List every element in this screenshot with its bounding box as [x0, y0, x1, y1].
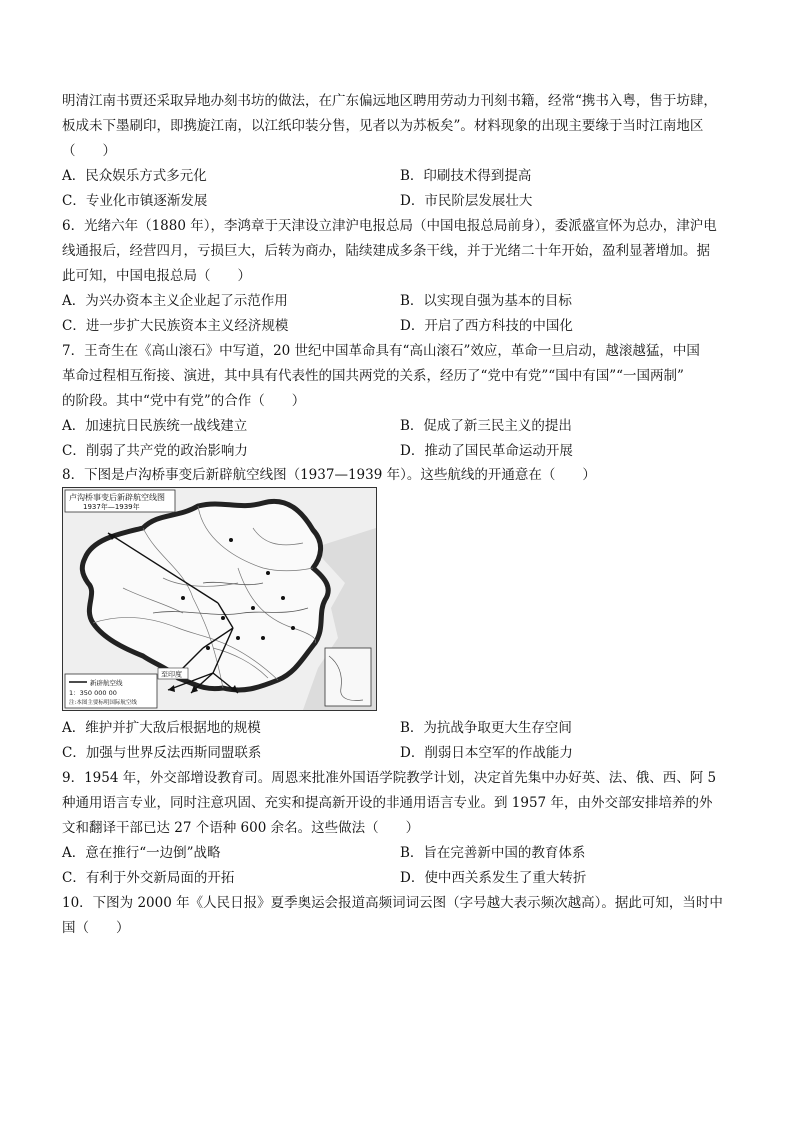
legend-route-label: 新辟航空线 — [90, 679, 123, 687]
q5-line-1: 明清江南书贾还采取异地办刻书坊的做法，在广东偏远地区聘用劳动力刊刻书籍，经常“携书入粤，售于坊肆， — [62, 93, 717, 109]
q7-line-3: 的阶段。其中“党中有党”的合作（ ） — [62, 393, 306, 409]
q8-option-a[interactable]: A．维护并扩大敌后根据地的规模 — [62, 720, 261, 736]
q6-line-3: 此可知，中国电报总局（ ） — [62, 268, 251, 284]
q6-option-b[interactable]: B．以实现自强为基本的目标 — [400, 293, 572, 309]
q7-option-c[interactable]: C．削弱了共产党的政治影响力 — [62, 443, 248, 459]
q5-line-3: （ ） — [62, 143, 116, 159]
q8-option-d[interactable]: D．削弱日本空军的作战能力 — [400, 745, 573, 761]
q5-option-a[interactable]: A．民众娱乐方式多元化 — [62, 168, 207, 184]
q6-line-1: 6．光绪六年（1880 年），李鸿章于天津设立津沪电报总局（中国电报总局前身），委派盛宣怀为总办，津沪电 — [62, 218, 717, 234]
q7-option-a[interactable]: A．加速抗日民族统一战线建立 — [62, 418, 248, 434]
q8-option-b[interactable]: B．为抗战争取更大生存空间 — [400, 720, 572, 736]
air-route-map — [62, 487, 377, 711]
q8-line-1: 8．下图是卢沟桥事变后新辟航空线图（1937—1939 年）。这些航线的开通意在（ ） — [62, 467, 596, 483]
q9-line-2: 种通用语言专业，同时注意巩固、充实和提高新开设的非通用语言专业。到 1957 年，由外交部安排培养的外 — [62, 795, 713, 811]
q5-option-c[interactable]: C．专业化市镇逐渐发展 — [62, 193, 208, 209]
q9-option-c[interactable]: C．有利于外交新局面的开拓 — [62, 870, 235, 886]
q7-option-d[interactable]: D．推动了国民革命运动开展 — [400, 443, 573, 459]
q6-option-d[interactable]: D．开启了西方科技的中国化 — [400, 318, 573, 334]
q9-line-1: 9．1954 年，外交部增设教育司。周恩来批准外国语学院教学计划，决定首先集中办好英、法、俄、西、阿 5 — [62, 770, 717, 786]
map-inset — [325, 648, 371, 706]
q7-line-1: 7．王奇生在《高山滚石》中写道，20 世纪中国革命具有“高山滚石”效应，革命一旦启动，越滚越猛，中国 — [62, 343, 700, 359]
q5-option-b[interactable]: B．印刷技术得到提高 — [400, 168, 532, 184]
legend-note: 注:本图主要标明国际航空线 — [69, 700, 137, 706]
india-label: 至印度 — [161, 670, 182, 679]
q9-option-a[interactable]: A．意在推行“一边倒”战略 — [62, 845, 221, 861]
q5-option-d[interactable]: D．市民阶层发展壮大 — [400, 193, 533, 209]
legend-scale: 1：350 000 00 — [69, 689, 117, 697]
q5-line-2: 板成未下墨刷印，即携旋江南，以江纸印装分售，见者以为苏板矣”。材料现象的出现主要缘于当时江南地区 — [62, 118, 704, 134]
q6-option-a[interactable]: A．为兴办资本主义企业起了示范作用 — [62, 293, 288, 309]
q8-option-c[interactable]: C．加强与世界反法西斯同盟联系 — [62, 745, 262, 761]
q7-option-b[interactable]: B．促成了新三民主义的提出 — [400, 418, 572, 434]
q10-line-2: 国（ ） — [62, 920, 130, 936]
q10-line-1: 10．下图为 2000 年《人民日报》夏季奥运会报道高频词词云图（字号越大表示频次越高）。据此可知，当时中 — [62, 895, 723, 911]
q6-option-c[interactable]: C．进一步扩大民族资本主义经济规模 — [62, 318, 289, 334]
q7-line-2: 革命过程相互衔接、演进，其中具有代表性的国共两党的关系，经历了“党中有党”“国中有国”“一国两制” — [62, 368, 684, 384]
q9-option-b[interactable]: B．旨在完善新中国的教育体系 — [400, 845, 586, 861]
q9-option-d[interactable]: D．使中西关系发生了重大转折 — [400, 870, 587, 886]
map-subtitle: 1937年—1939年 — [83, 503, 140, 511]
q6-line-2: 线通报后，经营四月，亏损巨大，后转为商办，陆续建成多条干线，并于光绪二十年开始，盈利显著增加。据 — [62, 243, 710, 259]
q9-line-3: 文和翻译干部已达 27 个语种 600 余名。这些做法（ ） — [62, 820, 420, 836]
map-title: 卢沟桥事变后新辟航空线图 — [69, 493, 165, 502]
